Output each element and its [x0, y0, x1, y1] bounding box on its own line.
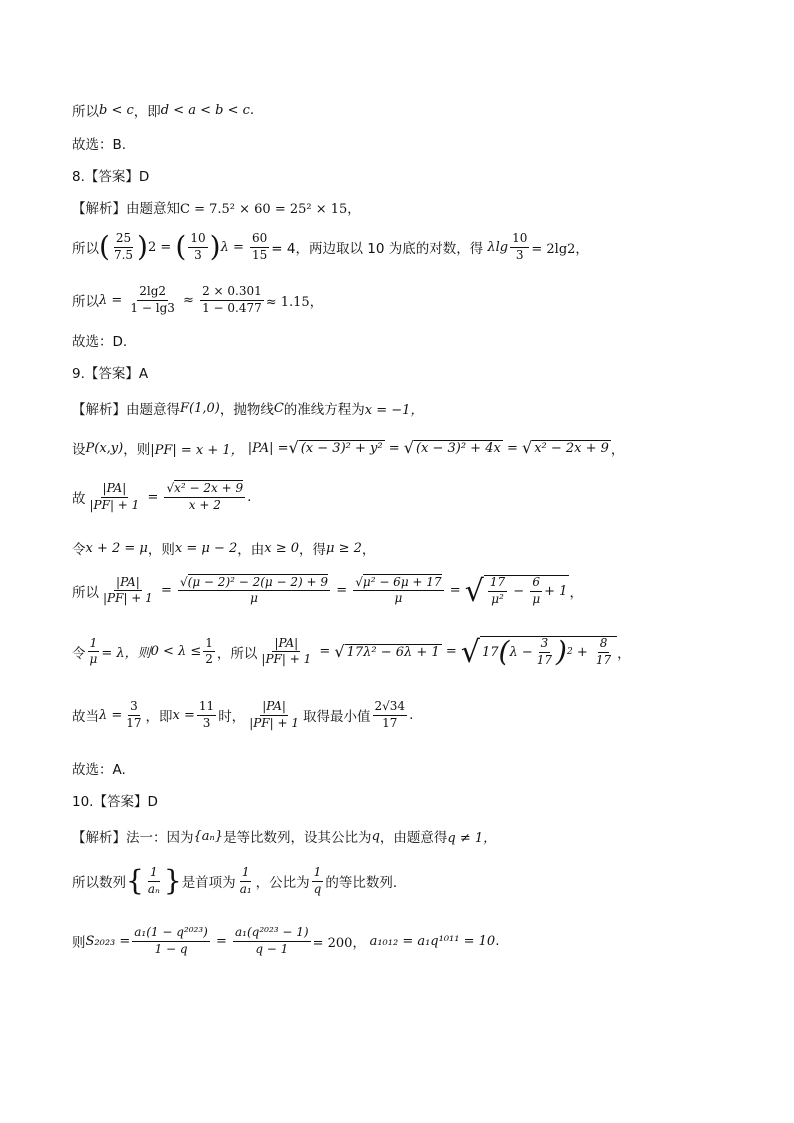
text: = 4，两边取以 10 为底的对数，得 — [271, 241, 484, 258]
question-header — [72, 362, 148, 382]
text-line: 所以 ( $\frac{25}{7.5}$ ) 2 = ( $\frac{10}{3}$ ) λ = $\frac{60}{15}$ = 4，两边取以 10 为底的对数，得 λlg $\frac{10}{3}$ = 2lg2， — [72, 230, 589, 264]
text: 8.【答案】D — [72, 169, 150, 185]
fraction: $\frac{|PA|}{|PF| + 1}$ — [103, 574, 153, 606]
text: 故选：B. — [72, 137, 127, 153]
text: ，由题意得 — [379, 830, 448, 846]
text: ，得 — [299, 542, 327, 558]
math: x = — [172, 707, 195, 723]
text: 【解析】法一：因为 — [72, 830, 194, 846]
answer-line — [72, 133, 126, 153]
text: 10.【答案】D — [72, 794, 158, 810]
math: a₁₀₁₂ = a₁q¹⁰¹¹ = 10 — [369, 933, 496, 949]
math: b < c — [99, 102, 134, 118]
text: 令 — [72, 645, 86, 662]
fraction: $\frac{|PA|}{|PF| + 1}$ — [249, 699, 299, 730]
fraction: $\frac{1}{\text{aₙ}}$ — [147, 865, 160, 896]
text-line — [72, 826, 496, 846]
sqrt: √ (x − 3)² + 4x — [403, 438, 501, 457]
sqrt: √ 17 ( λ − $\frac{3}{17}$ ) 2 + $\frac{8}{17}$ — [461, 636, 617, 668]
question-header — [72, 790, 158, 810]
math: μ ≥ 2 — [326, 540, 362, 556]
math: {aₙ} — [193, 828, 224, 844]
math: S₂₀₂₃ = — [85, 933, 131, 949]
math: x = μ − 2 — [174, 540, 238, 556]
text: 是首项为 — [181, 875, 236, 892]
fraction: $\frac{1}{\mu}$ — [89, 635, 98, 667]
text: 令 — [72, 542, 86, 558]
math: d < a < b < c — [160, 102, 250, 118]
fraction: $\frac{6}{\mu}$ — [532, 575, 541, 606]
fraction: $\frac{|PA|}{|PF| + 1}$ — [89, 481, 140, 512]
fraction: $\frac{1}{2}$ — [205, 635, 213, 667]
text: ，公比为 — [255, 875, 310, 892]
sqrt: √ 17λ² − 6λ + 1 — [334, 641, 440, 661]
fraction: $\frac{2 \times 0.301}{1 - 0.477}$ — [202, 284, 262, 315]
math: = 2lg2， — [531, 241, 589, 257]
text: ，由 — [237, 542, 265, 558]
text-line: 设 P(x,y) ，则 |PF| = x + 1， |PA| = √ (x − 3)² + y² = √ (x − 3)² + 4x = √ x² − 2x + 9 ， — [72, 438, 625, 458]
math: F(1,0) — [180, 400, 220, 416]
question-header — [72, 165, 149, 185]
text: 所以 — [72, 294, 99, 311]
text: 的等比数列. — [325, 875, 398, 892]
text: 是等比数列，设其公比为 — [223, 830, 372, 846]
math: q — [371, 828, 380, 844]
math: x = −1， — [364, 402, 424, 418]
text-line: 令 $\frac{1}{\mu}$ = λ，则 0 < λ ≤ $\frac{1}{2}$ ，所以 $\frac{|PA|}{|PF| + 1}$ = √ 17λ² − 6λ + 1 = √ 17 ( λ − $\frac{3}{17}$ ) 2 + $\frac{8}{17}$ ， — [72, 634, 631, 670]
text-line — [72, 398, 423, 418]
text: 故 — [72, 491, 86, 508]
text: 【解析】由题意知 — [72, 201, 180, 217]
fraction: $\frac{\text{√(μ − 2)² − 2(μ − 2) + 9}}{\mu}$ — [179, 574, 329, 606]
fraction: $\frac{3}{17}$ — [536, 636, 553, 667]
fraction: $\frac{\text{√μ² − 6μ + 17}}{\mu}$ — [355, 574, 442, 606]
fraction: $\frac{8}{17}$ — [595, 636, 612, 667]
math: x + 2 = μ — [85, 540, 148, 556]
sqrt: √ $\frac{17}{\text{μ²}}$ − $\frac{6}{\mu}$ + 1 — [464, 573, 568, 609]
math: λ = — [99, 707, 123, 723]
fraction: $\frac{10}{3}$ — [190, 231, 206, 262]
text: 故选：A. — [72, 762, 126, 778]
math: q ≠ 1， — [447, 830, 497, 846]
text: 所以数列 — [72, 875, 126, 892]
fraction: $\frac{1}{\text{a₁}}$ — [239, 865, 252, 896]
fraction: $\frac{3}{17}$ — [126, 699, 142, 730]
text: 设 — [72, 442, 86, 458]
fraction: $\frac{2\lg 2}{1 - \lg 3}$ — [130, 284, 175, 315]
text-line: 所以 λ = $\frac{2\lg 2}{1 - \lg 3}$ ≈ $\frac{2 \times 0.301}{1 - 0.477}$ ≈ 1.15， — [72, 284, 323, 315]
text: . — [249, 102, 255, 118]
text-line — [72, 197, 360, 217]
paren: ) — [137, 230, 148, 264]
math: |PF| = x + 1， — [150, 442, 244, 458]
text: ，即 — [145, 709, 173, 726]
fraction: $\frac{|PA|}{|PF| + 1}$ — [261, 635, 312, 667]
text: . — [495, 933, 500, 950]
text: 取得最小值 — [303, 709, 371, 726]
sqrt: √ (x − 3)² + y² — [288, 438, 383, 457]
math: |PA| = — [247, 440, 289, 456]
text: 所以 — [72, 584, 99, 601]
text: ， — [617, 645, 631, 662]
fraction: $\frac{17}{\text{μ²}}$ — [489, 575, 506, 606]
fraction: $\frac{11}{3}$ — [198, 699, 215, 730]
fraction: $\frac{2√34}{17}$ — [374, 699, 406, 730]
text-line: 故 $\frac{|PA|}{|PF| + 1}$ = $\frac{\text{√x² − 2x + 9}}{x + 2}$ . — [72, 481, 252, 512]
math: C — [273, 400, 284, 416]
fraction: $\frac{\text{a₁(q²⁰²³ − 1)}}{q - 1}$ — [235, 925, 309, 956]
text-line — [72, 700, 413, 731]
text-line: 所以 $\frac{|PA|}{|PF| + 1}$ = $\frac{\text{√(μ − 2)² − 2(μ − 2) + 9}}{\mu}$ = $\frac{\text{√μ² − 6μ + 17}}{\mu}$ = √ $\frac{17}{\text{μ²}}$ − $\frac{6}{\mu}$ + 1 ， — [72, 573, 583, 609]
math: = λ，则 — [101, 646, 151, 662]
text: ，所以 — [216, 645, 258, 662]
text: 所以 — [72, 104, 99, 120]
fraction: $\frac{25}{7.5}$ — [113, 231, 134, 262]
text: ， — [361, 542, 376, 558]
math: = 200， — [312, 935, 366, 951]
text: . — [247, 489, 252, 506]
text: ， — [610, 442, 625, 458]
text-line: 则 S₂₀₂₃ = $\frac{\text{a₁(1 − q²⁰²³)}}{1 - q}$ = $\frac{\text{a₁(q²⁰²³ − 1)}}{q - 1}$ = 200， a₁₀₁₂ = a₁q¹⁰¹¹ = 10 . — [72, 925, 500, 956]
math: C = 7.5² × 60 = 25² × 15， — [180, 201, 361, 217]
text: . — [409, 707, 414, 724]
text: ，则 — [147, 542, 175, 558]
text: 故选：D. — [72, 334, 128, 350]
text: 时， — [218, 709, 246, 726]
paren: ( — [175, 230, 187, 264]
text-line — [72, 538, 375, 558]
text: ，即 — [133, 104, 161, 120]
text: 的准线方程为 — [283, 402, 365, 418]
fraction: $\frac{\text{a₁(1 − q²⁰²³)}}{1 - q}$ — [134, 925, 208, 956]
text: 故当 — [72, 709, 99, 726]
text: ，则 — [123, 442, 151, 458]
text-line: 所以数列 { $\frac{1}{\text{aₙ}}$ } 是首项为 $\frac{1}{\text{a₁}}$ ，公比为 $\frac{1}{q}$ 的等比数列. — [72, 864, 398, 898]
fraction: $\frac{60}{15}$ — [252, 231, 268, 262]
fraction: $\frac{10}{3}$ — [512, 231, 528, 262]
fraction: $\frac{1}{q}$ — [313, 865, 322, 896]
text: 所以 — [72, 241, 99, 258]
sqrt: √ x² − 2x + 9 — [521, 438, 609, 457]
answer-line — [72, 330, 127, 350]
math: x ≥ 0 — [264, 540, 300, 556]
text: 9.【答案】A — [72, 366, 149, 382]
text: ， — [569, 584, 583, 601]
paren: ( — [99, 230, 110, 264]
text: 【解析】由题意得 — [72, 402, 180, 418]
answer-line — [72, 758, 126, 778]
math: ≈ 1.15， — [265, 294, 323, 310]
math: P(x,y) — [85, 440, 124, 456]
text-line — [72, 100, 254, 120]
fraction: $\frac{\text{√x² − 2x + 9}}{x + 2}$ — [166, 481, 244, 512]
math: 0 < λ ≤ — [150, 644, 202, 660]
text: 则 — [72, 935, 86, 952]
paren: ) — [209, 230, 221, 264]
text: ，抛物线 — [219, 402, 274, 418]
